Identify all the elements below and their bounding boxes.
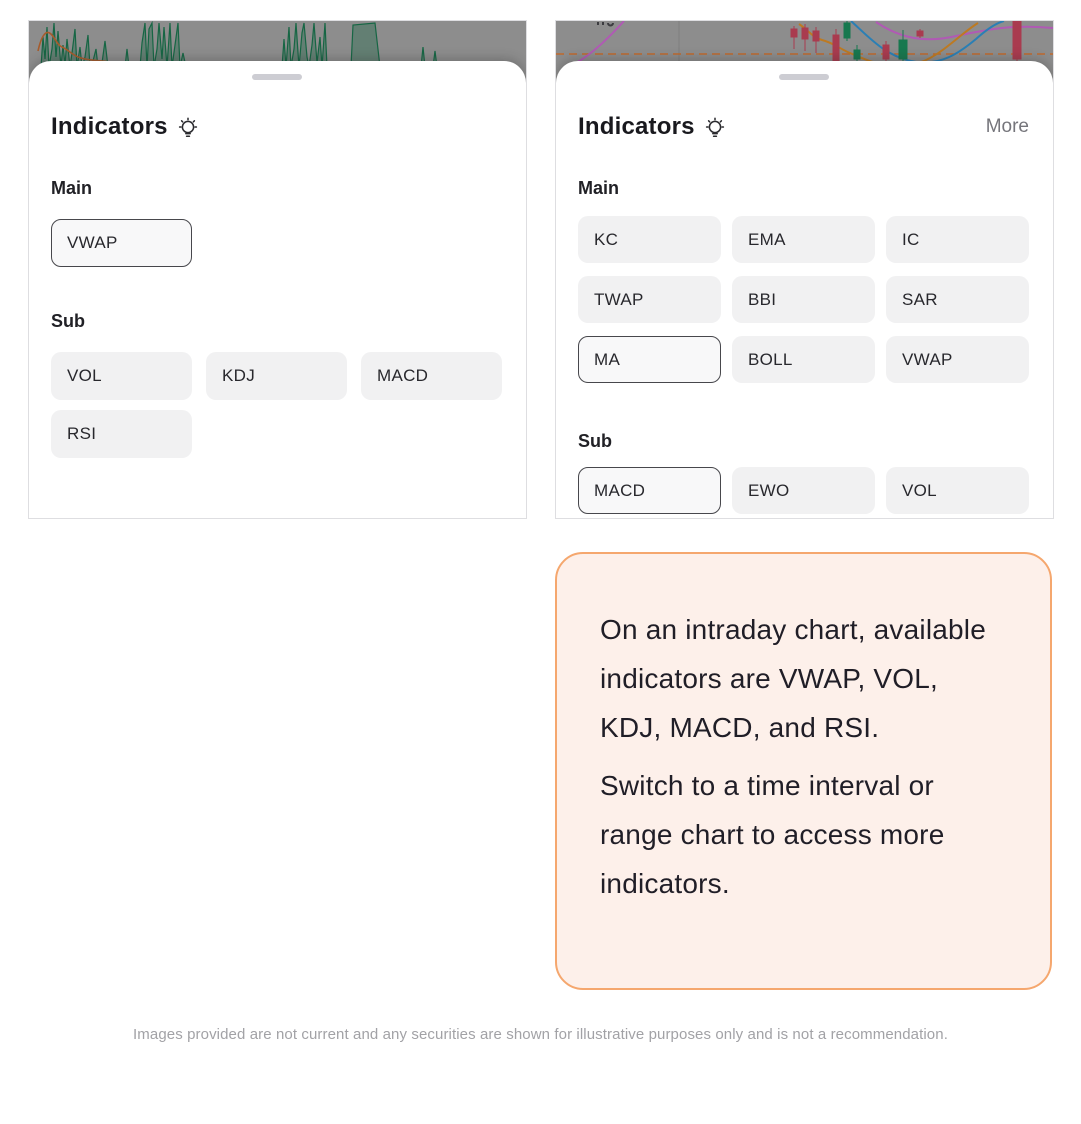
- indicator-button-label: VOL: [902, 480, 937, 500]
- indicator-button-twap[interactable]: [578, 276, 721, 323]
- left-screenshot-panel: [28, 20, 527, 519]
- indicator-button-label: KC: [594, 229, 619, 249]
- indicator-button-ema[interactable]: [732, 216, 875, 263]
- indicator-button-ma[interactable]: [578, 336, 721, 383]
- page-title: Indicators: [578, 113, 695, 140]
- info-callout: [555, 552, 1052, 990]
- indicator-button-sar[interactable]: [886, 276, 1029, 323]
- indicator-button-ewo[interactable]: [732, 467, 875, 514]
- callout-paragraph-1: On an intraday chart, available indicators are VWAP, VOL, KDJ, MACD, and RSI.: [600, 614, 986, 743]
- disclaimer-text: Images provided are not current and any securities are shown for illustrative purposes only and is not a recommendation.: [133, 1026, 948, 1043]
- lightbulb-icon[interactable]: [177, 116, 199, 140]
- indicator-button-bbi[interactable]: [732, 276, 875, 323]
- indicator-button-label: VWAP: [902, 349, 953, 369]
- indicator-button-vol[interactable]: [886, 467, 1029, 514]
- indicator-button-label: SAR: [902, 289, 938, 309]
- section-label-main: Main: [51, 178, 93, 198]
- indicator-button-label: MACD: [594, 480, 646, 500]
- indicator-button-kdj[interactable]: [206, 352, 347, 400]
- indicator-button-vwap[interactable]: [51, 219, 192, 267]
- indicator-button-label: VWAP: [67, 233, 118, 252]
- indicator-button-boll[interactable]: [732, 336, 875, 383]
- more-button[interactable]: More: [985, 116, 1029, 137]
- indicator-button-label: VOL: [67, 366, 102, 385]
- indicator-button-macd[interactable]: [578, 467, 721, 514]
- drag-handle[interactable]: [779, 74, 829, 80]
- indicator-button-vol[interactable]: [51, 352, 192, 400]
- main-indicator-group: [578, 216, 1029, 383]
- indicator-button-label: BOLL: [748, 349, 793, 369]
- lightbulb-icon[interactable]: [704, 116, 726, 140]
- callout-paragraph-2: Switch to a time interval or range chart to access more indicators.: [600, 770, 945, 899]
- indicators-bottom-sheet: [556, 61, 1053, 518]
- page-title: Indicators: [51, 113, 168, 140]
- indicator-button-vwap[interactable]: [886, 336, 1029, 383]
- indicator-button-ic[interactable]: [886, 216, 1029, 263]
- section-label-sub: Sub: [578, 431, 612, 451]
- indicator-button-label: MA: [594, 349, 621, 369]
- sub-indicator-group: [578, 467, 1029, 514]
- indicator-button-label: EMA: [748, 229, 786, 249]
- indicator-button-macd[interactable]: [361, 352, 502, 400]
- main-indicator-group: [51, 219, 502, 267]
- indicator-button-label: EWO: [748, 480, 790, 500]
- indicator-button-label: TWAP: [594, 289, 644, 309]
- indicator-button-label: IC: [902, 229, 920, 249]
- indicator-button-label: BBI: [748, 289, 777, 309]
- indicator-button-label: MACD: [377, 366, 429, 385]
- drag-handle[interactable]: [252, 74, 302, 80]
- indicator-button-rsi[interactable]: [51, 410, 192, 458]
- indicator-button-label: RSI: [67, 424, 97, 443]
- section-label-sub: Sub: [51, 311, 85, 331]
- indicators-bottom-sheet: [29, 61, 526, 518]
- indicator-button-label: KDJ: [222, 366, 256, 385]
- sub-indicator-group: [51, 352, 502, 458]
- right-screenshot-panel: [555, 20, 1054, 519]
- section-label-main: Main: [578, 178, 620, 198]
- indicator-button-kc[interactable]: [578, 216, 721, 263]
